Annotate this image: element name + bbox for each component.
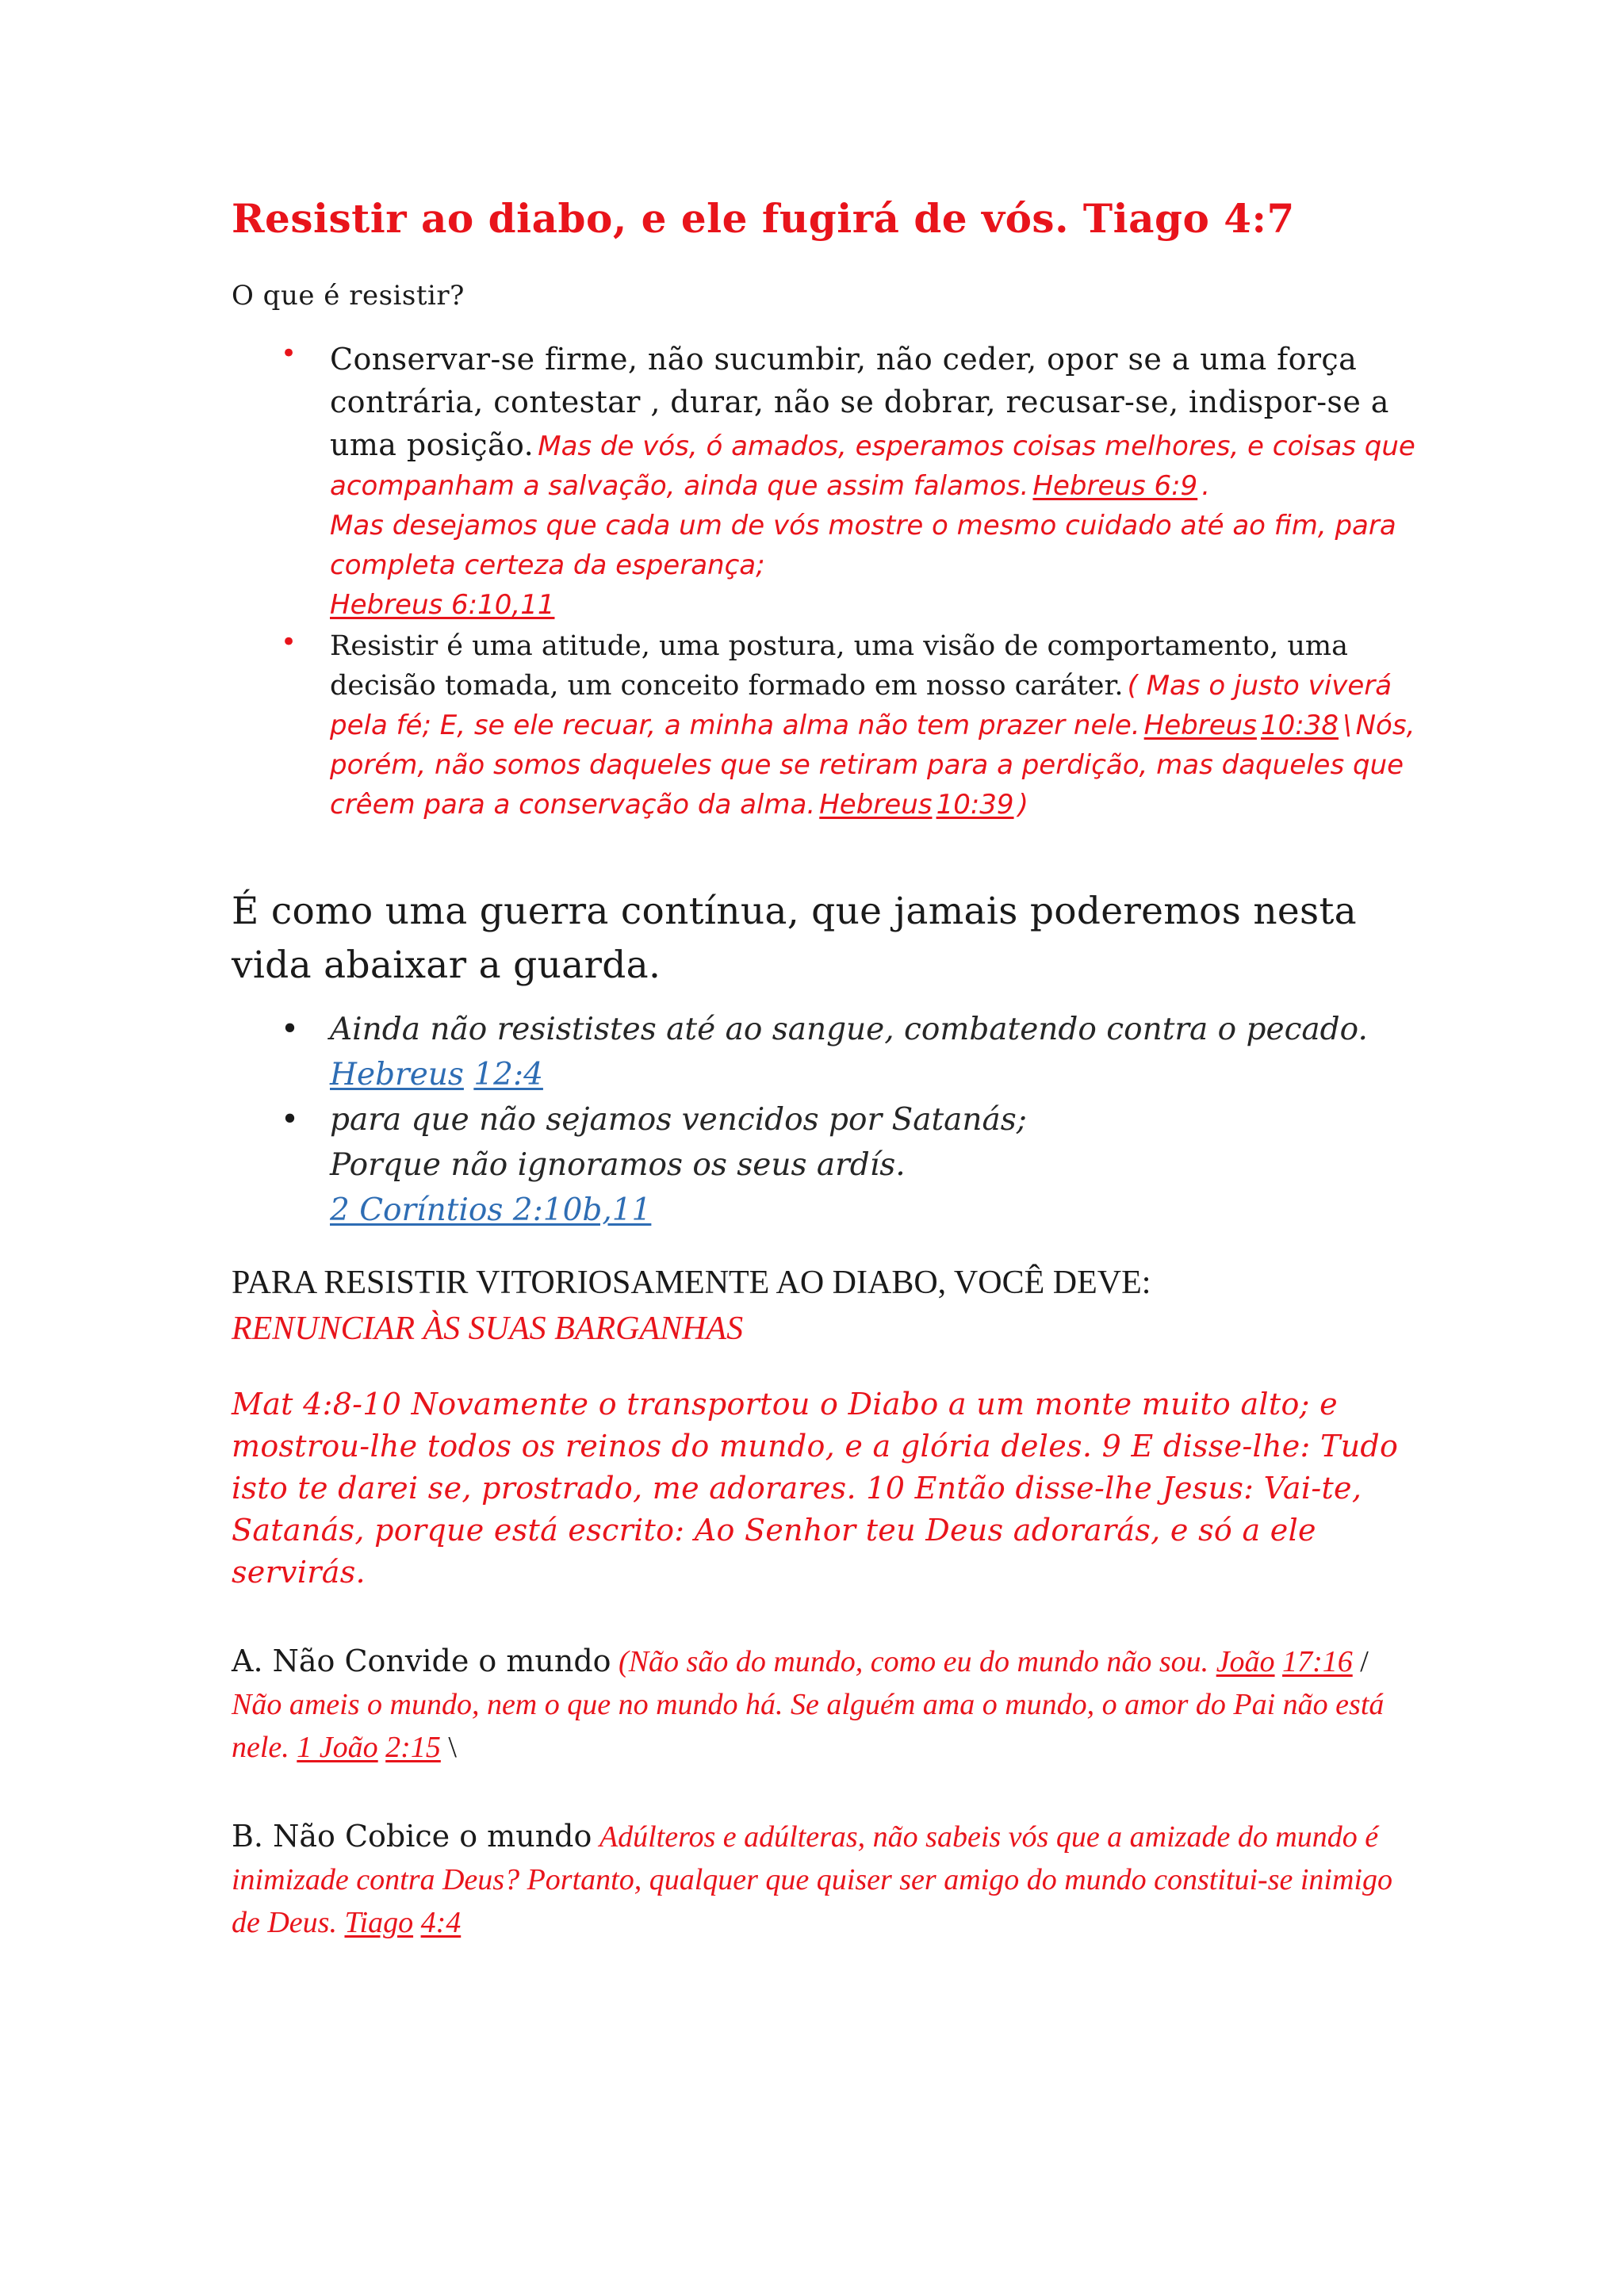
page-title: Resistir ao diabo, e ele fugirá de vós. Tiago 4:7	[232, 195, 1295, 242]
section-heading: É como uma guerra contínua, que jamais poderemos nesta vida abaixar a guarda.	[232, 890, 1357, 987]
verse-text: Nós, porém, não somos daqueles que se retiram para a perdição, mas daqueles que crêem para a conservação da alma.	[330, 710, 1415, 821]
verse-text: Mas de vós, ó amados, esperamos coisas melhores, e coisas que acompanham a salvação, ainda que assim falamos.	[330, 430, 1415, 502]
list-item	[330, 626, 1426, 825]
verse-reference-link[interactable]: 4:4	[420, 1906, 462, 1939]
definition-text: Resistir é uma atitude, uma postura, uma visão de comportamento, uma decisão tomada, um conceito formado em nosso caráter.	[330, 630, 1348, 702]
verse-reference-link[interactable]: 10:39	[936, 789, 1014, 821]
instruction-block	[232, 1260, 1426, 1352]
item-label: A. Não Convide o mundo	[232, 1644, 611, 1678]
verse-text: Adúlteros e adúlteras, não sabeis vós que a amizade do mundo é inimizade contra Deus? Portanto, qualquer que quiser ser amigo do mundo constitui-se inimigo de Deus.	[232, 1820, 1392, 1939]
verse-text: Porque não ignoramos os seus ardís.	[330, 1147, 906, 1183]
verse-reference-link[interactable]: 2:15	[385, 1731, 441, 1764]
list-item	[330, 1007, 1426, 1097]
separator: \	[1342, 710, 1352, 741]
separator: /	[1360, 1645, 1369, 1678]
verse-punctuation: .	[1201, 470, 1211, 502]
verse-reference-link[interactable]: 12:4	[473, 1057, 543, 1093]
item-label: B. Não Cobice o mundo	[232, 1819, 592, 1854]
item-a	[232, 1640, 1426, 1769]
verse-reference-link[interactable]: 2 Coríntios 2:10b,11	[330, 1192, 652, 1228]
verse-reference-link[interactable]: 17:16	[1282, 1645, 1353, 1678]
separator: \	[448, 1731, 457, 1764]
definition-list	[232, 338, 1426, 825]
verse-reference-link[interactable]: João	[1216, 1645, 1275, 1678]
verse-text: Ainda não resististes até ao sangue, combatendo contra o pecado.	[330, 1012, 1368, 1047]
definition-text: Conservar-se firme, não sucumbir, não ceder, opor se a uma força contrária, contestar , durar, não se dobrar, recusar-se, indispor-se a uma posição.	[330, 342, 1389, 462]
verse-reference-link[interactable]: Hebreus	[1143, 710, 1257, 741]
list-item	[330, 338, 1426, 625]
verse-reference-link[interactable]: 10:38	[1260, 710, 1339, 741]
verse-text: Não ameis o mundo, nem o que no mundo há. Se alguém ama o mundo, o amor do Pai não está nele.	[232, 1688, 1385, 1764]
matthew-passage: Mat 4:8-10 Novamente o transportou o Diabo a um monte muito alto; e mostrou-lhe todos os reinos do mundo, e a glória deles. 9 E disse-lhe: Tudo isto te darei se, prostrado, me adorares. 10 Então disse-lhe Jesus: Vai-te, Satanás, porque está escrito: Ao Senhor teu Deus adorarás, e só a ele servirás.	[232, 1387, 1399, 1590]
instruction-heading: PARA RESISTIR VITORIOSAMENTE AO DIABO, VOCÊ DEVE:	[232, 1265, 1151, 1301]
closing-paren: )	[1017, 789, 1028, 821]
verse-text: Mas desejamos que cada um de vós mostre o mesmo cuidado até ao fim, para completa certeza da esperança;	[330, 510, 1396, 581]
verse-reference-link[interactable]: Hebreus 6:10,11	[330, 589, 555, 621]
instruction-subheading: RENUNCIAR ÀS SUAS BARGANHAS	[232, 1311, 744, 1347]
verse-reference-link[interactable]: Hebreus 6:9	[1032, 470, 1198, 502]
item-b	[232, 1815, 1426, 1944]
verse-text: para que não sejamos vencidos por Satanás;	[330, 1102, 1027, 1138]
verse-text: ( Mas o justo viverá pela fé; E, se ele recuar, a minha alma não tem prazer nele.	[330, 670, 1392, 741]
verse-text: (Não são do mundo, como eu do mundo não sou.	[619, 1645, 1209, 1678]
verse-reference-link[interactable]: 1 João	[297, 1731, 378, 1764]
question: O que é resistir?	[232, 280, 465, 312]
verse-reference-link[interactable]: Hebreus	[819, 789, 933, 821]
list-item	[330, 1097, 1426, 1233]
verse-reference-link[interactable]: Tiago	[344, 1906, 414, 1939]
scripture-list	[232, 1007, 1426, 1233]
verse-reference-link[interactable]: Hebreus	[330, 1057, 464, 1093]
